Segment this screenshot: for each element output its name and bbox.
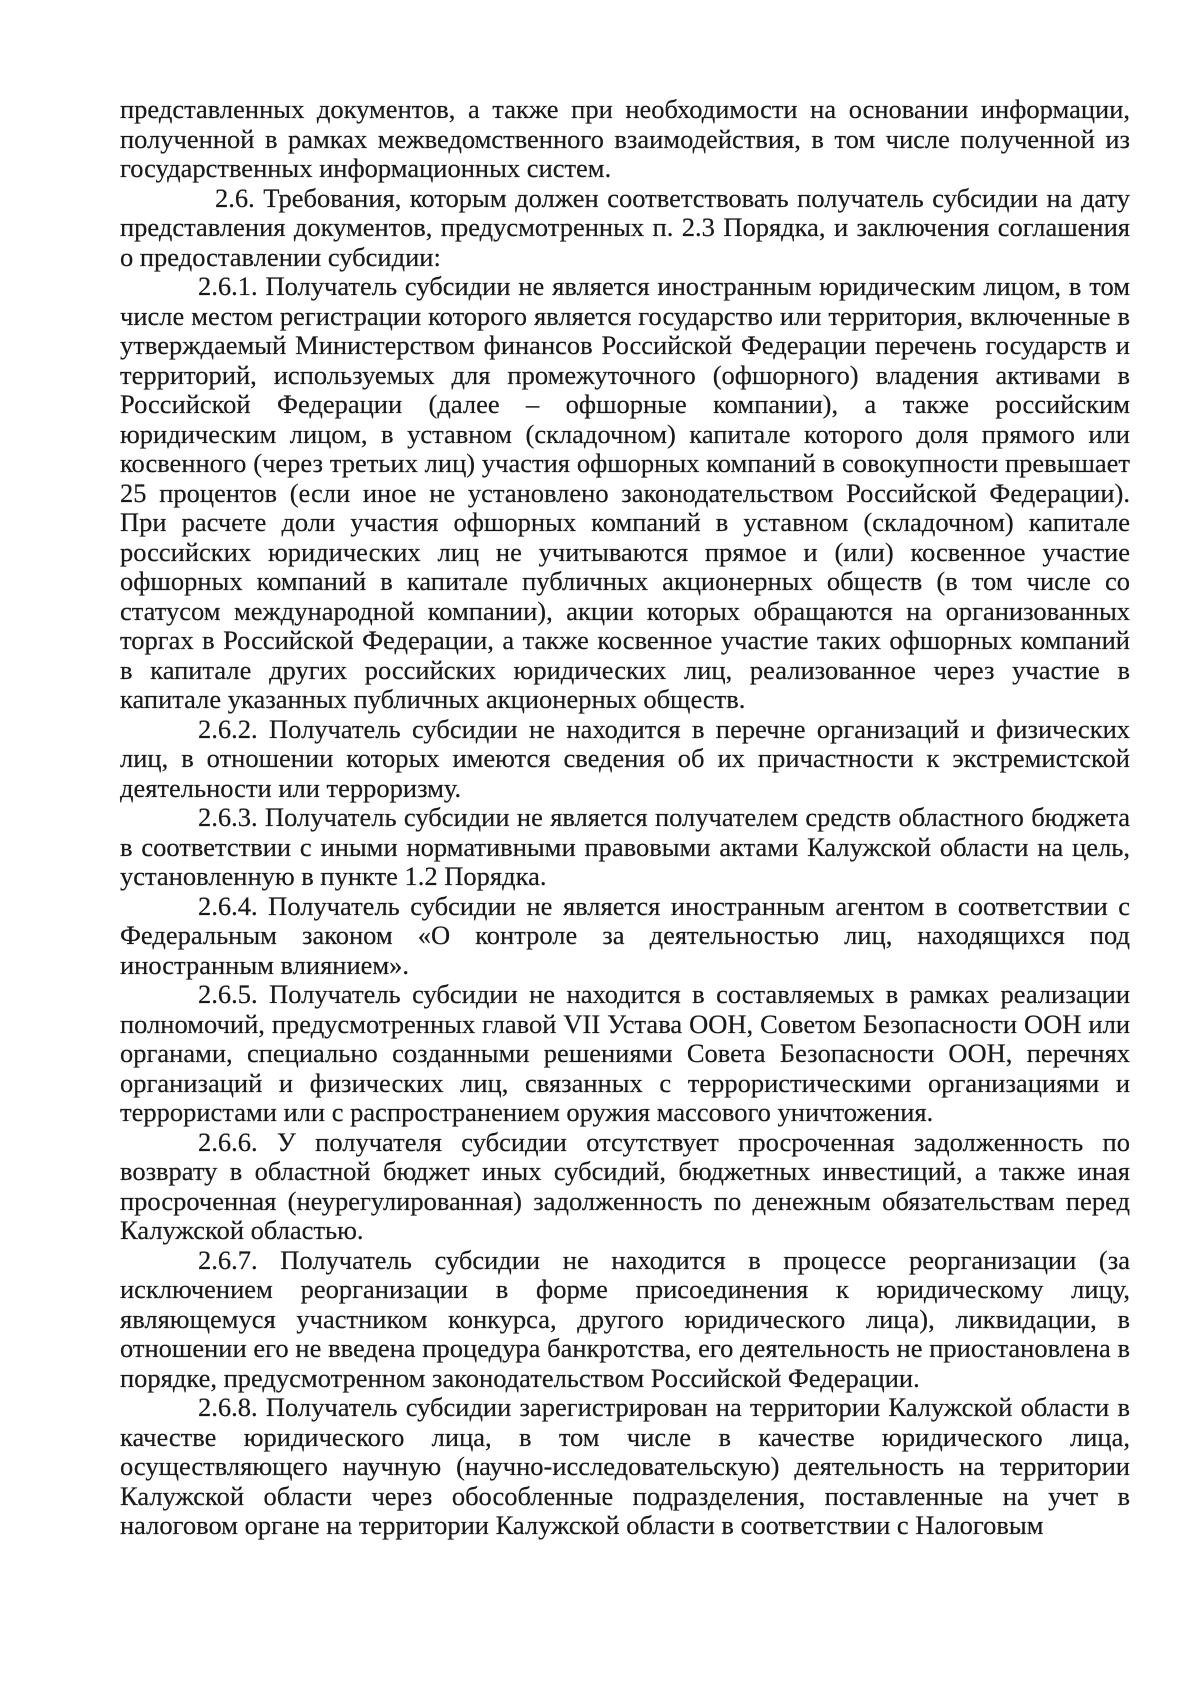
paragraph-2-6-8: 2.6.8. Получатель субсидии зарегистрирован на территории Калужской области в качестве юридического лица, в том числе в качестве юридического лица, осуществляющего научную (научно-исследовательскую) деятельность на территории Калужской области через обособленные подразделения, поставленные на учет в налоговом органе на территории Калужской области в соответствии с Налоговым [120,1392,1130,1540]
document-body [120,95,1130,1541]
paragraph-2-6-5: 2.6.5. Получатель субсидии не находится в составляемых в рамках реализации полномочий, предусмотренных главой VII Устава ООН, Советом Безопасности ООН или органами, специально созданными решениями Совета Безопасности ООН, перечнях организаций и физических лиц, связанных с террористическими организациями и террористами или с распространением оружия массового уничтожения. [120,979,1130,1127]
paragraph-2-6-6: 2.6.6. У получателя субсидии отсутствует просроченная задолженность по возврату в областной бюджет иных субсидий, бюджетных инвестиций, а также иная просроченная (неурегулированная) задолженность по денежным обязательствам перед Калужской областью. [120,1126,1130,1245]
paragraph-2-6-1: 2.6.1. Получатель субсидии не является иностранным юридическим лицом, в том числе местом регистрации которого является государство или территория, включенные в утверждаемый Министерством финансов Российской Федерации перечень государств и территорий, используемых для промежуточного (офшорного) владения активами в Российской Федерации (далее – офшорные компании), а также российским юридическим лицом, в уставном (складочном) капитале которого доля прямого или косвенного (через третьих лиц) участия офшорных компаний в совокупности превышает 25 процентов (если иное не установлено законодательством Российской Федерации). При расчете доли участия офшорных компаний в уставном (складочном) капитале российских юридических лиц не учитываются прямое и (или) косвенное участие офшорных компаний в капитале публичных акционерных обществ (в том числе со статусом международной компании), акции которых обращаются на организованных торгах в Российской Федерации, а также косвенное участие таких офшорных компаний в капитале других российских юридических лиц, реализованное через участие в капитале указанных публичных акционерных обществ. [120,271,1130,714]
paragraph-2-6-7: 2.6.7. Получатель субсидии не находится в процессе реорганизации (за исключением реорганизации в форме присоединения к юридическому лицу, являющемуся участником конкурса, другого юридического лица), ликвидации, в отношении его не введена процедура банкротства, его деятельность не приостановлена в порядке, предусмотренном законодательством Российской Федерации. [120,1244,1130,1393]
paragraph-continuation: представленных документов, а также при необходимости на основании информации, полученной в рамках межведомственного взаимодействия, в том числе полученной из государственных информационных систем. [120,94,1130,183]
paragraph-2-6-3: 2.6.3. Получатель субсидии не является получателем средств областного бюджета в соответствии с иными нормативными правовыми актами Калужской области на цель, установленную в пункте 1.2 Порядка. [120,802,1130,891]
paragraph-2-6: 2.6. Требования, которым должен соответствовать получатель субсидии на дату представления документов, предусмотренных п. 2.3 Порядка, и заключения соглашения о предоставлении субсидии: [120,182,1130,272]
paragraph-2-6-4: 2.6.4. Получатель субсидии не является иностранным агентом в соответствии с Федеральным законом «О контроле за деятельностью лиц, находящихся под иностранным влиянием». [120,890,1130,980]
paragraph-2-6-2: 2.6.2. Получатель субсидии не находится в перечне организаций и физических лиц, в отношении которых имеются сведения об их причастности к экстремистской деятельности или терроризму. [120,713,1130,803]
